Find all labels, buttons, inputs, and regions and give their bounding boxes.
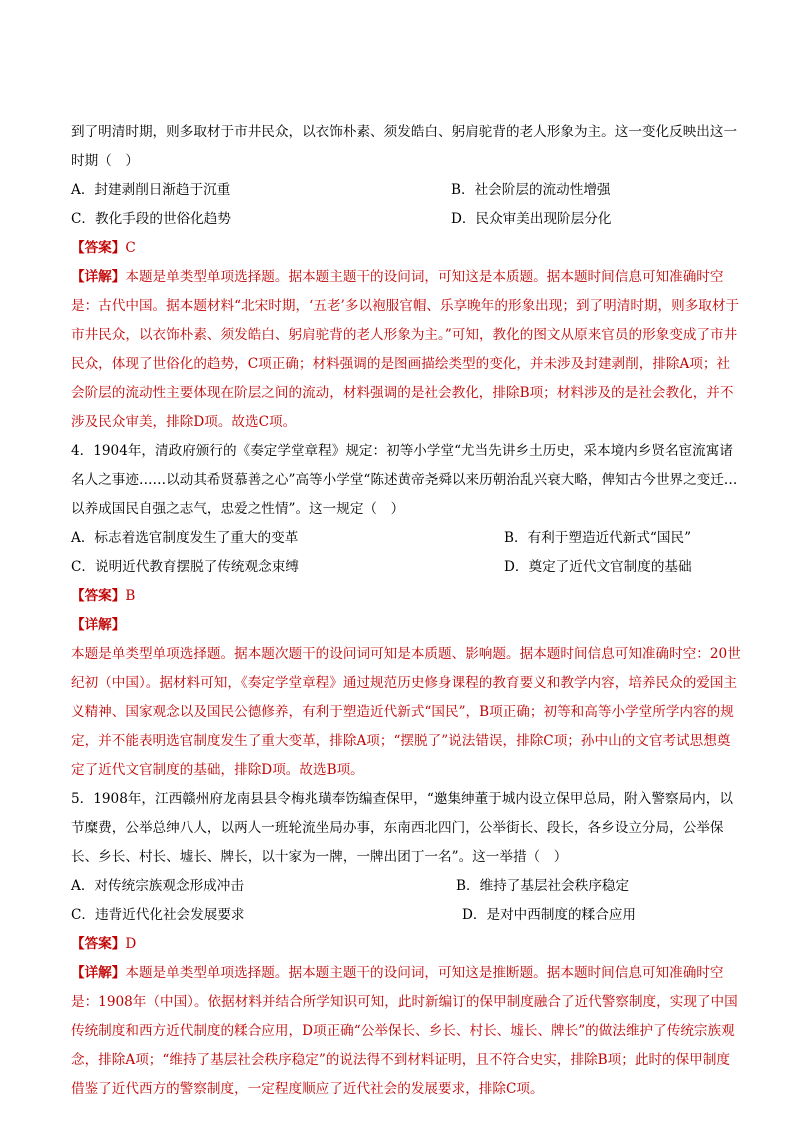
q5-option-a[interactable]: A．对传统宗族观念形成冲击 bbox=[71, 878, 244, 894]
answer-tag: 【答案】 bbox=[71, 240, 126, 256]
q4-stem: 4．1904年，清政府颁行的《奏定学堂章程》规定：初等小学堂“尤当先讲乡土历史，采本境内乡贤名宦流寓诸名人之事迹……以动其希贤慕善之心”高等小学堂“陈述黄帝尧舜以来历朝治乱兴衰大略，俾知古今世界之变迁…以养成国民自强之志气，忠爱之性情”。这一规定（ ） bbox=[71, 443, 738, 517]
q4-answer: B bbox=[125, 588, 136, 604]
q5-option-d[interactable]: D．是对中西制度的糅合应用 bbox=[462, 907, 637, 923]
q5-option-c[interactable]: C．违背近代化社会发展要求 bbox=[71, 907, 245, 923]
q5-detail-text: 本题是单类型单项选择题。据本题主题干的设问词，可知这是推断题。据本题时间信息可知准确时空是：1908年（中国）。依据材料并结合所学知识可知，此时新编订的保甲制度融合了近代警察制度，实现了中国传统制度和西方近代制度的糅合应用，D项正确“公举保长、乡长、村长、墟长、牌长”的做法维护了传统宗族观念，排除A项；“维持了基层社会秩序稳定”的说法得不到材料证明，且不符合史实，排除B项；此时的保甲制度借鉴了近代西方的警察制度，一定程度顺应了近代社会的发展要求，排除C项。 bbox=[71, 965, 738, 1097]
q3-option-c[interactable]: C．教化手段的世俗化趋势 bbox=[71, 211, 231, 227]
q4-options-row2 bbox=[71, 553, 741, 582]
q4-options-row1 bbox=[71, 524, 741, 553]
q5-stem: 5．1908年，江西赣州府龙南县县令梅兆璜奉饬编查保甲，“邀集绅董于城内设立保甲总局，附入警察局内，以节糜费，公举总绅八人，以两人一班轮流坐局办事，东南西北四门，公举街长、段长，各乡设立分局，公举保长、乡长、村长、墟长、牌长，以十家为一牌，一牌出团丁一名”。这一举措（ ） bbox=[71, 791, 733, 865]
answer-tag: 【答案】 bbox=[71, 588, 126, 604]
q5-answer-line bbox=[71, 930, 741, 959]
q3-answer-line bbox=[71, 234, 741, 263]
q5-option-b[interactable]: B．维持了基层社会秩序稳定 bbox=[456, 878, 630, 894]
detail-tag: 【详解】 bbox=[71, 269, 126, 285]
q3-answer: C bbox=[125, 240, 136, 256]
q4-detail-tag-line bbox=[71, 611, 741, 640]
q3-detail-text: 本题是单类型单项选择题。据本题主题干的设问词，可知这是本质题。据本题时间信息可知准确时空是：古代中国。据本题材料“北宋时期，‘五老’多以袍服官帽、乐享晚年的形象出现；到了明清时期，则多取材于市井民众，以衣饰朴素、须发皓白、躬肩驼背的老人形象为主。”可知，教化的图文从原来官员的形象变成了市井民众，体现了世俗化的趋势，C项正确；材料强调的是图画描绘类型的变化，并未涉及封建剥削，排除A项；社会阶层的流动性主要体现在阶层之间的流动，材料强调的是社会教化，排除B项；材料涉及的是社会教化，并不涉及民众审美，排除D项。故选C项。 bbox=[71, 269, 740, 430]
q4-option-d[interactable]: D．奠定了近代文官制度的基础 bbox=[504, 559, 692, 575]
q5-detail bbox=[71, 959, 741, 1104]
q3-options-row1 bbox=[71, 176, 741, 205]
q4-answer-line bbox=[71, 582, 741, 611]
q3-option-d[interactable]: D．民众审美出现阶层分化 bbox=[451, 211, 612, 227]
q4-option-c[interactable]: C．说明近代教育摆脱了传统观念束缚 bbox=[71, 559, 299, 575]
q5-options-row2 bbox=[71, 901, 741, 930]
q3-options-row2 bbox=[71, 205, 741, 234]
q4-option-a[interactable]: A．标志着选官制度发生了重大的变革 bbox=[71, 530, 299, 546]
q4-option-b[interactable]: B．有利于塑造近代新式“国民” bbox=[504, 530, 692, 546]
q3-stem: 到了明清时期，则多取材于市井民众，以衣饰朴素、须发皓白、躬肩驼背的老人形象为主。这一变化反映出这一时期（ ） bbox=[71, 124, 738, 169]
answer-tag: 【答案】 bbox=[71, 936, 126, 952]
q5-answer: D bbox=[125, 936, 137, 952]
page-content bbox=[71, 118, 741, 1104]
q3-detail bbox=[71, 263, 741, 437]
detail-tag: 【详解】 bbox=[71, 617, 126, 633]
q3-option-a[interactable]: A．封建剥削日渐趋于沉重 bbox=[71, 182, 231, 198]
q5-options-row1 bbox=[71, 872, 741, 901]
detail-tag: 【详解】 bbox=[71, 965, 126, 981]
q3-option-b[interactable]: B．社会阶层的流动性增强 bbox=[451, 182, 611, 198]
q4-detail-text: 本题是单类型单项选择题。据本题次题干的设问词可知是本质题、影响题。据本题时间信息可知准确时空：20世纪初（中国）。据材料可知，《奏定学堂章程》通过规范历史修身课程的教育要义和教学内容，培养民众的爱国主义精神、国家观念以及国民公德修养，有利于塑造近代新式“国民”，B项正确；初等和高等小学堂所学内容的规定，并不能表明选官制度发生了重大变革，排除A项；“摆脱了”说法错误，排除C项；孙中山的文官考试思想奠定了近代文官制度的基础，排除D项。故选B项。 bbox=[71, 646, 741, 778]
